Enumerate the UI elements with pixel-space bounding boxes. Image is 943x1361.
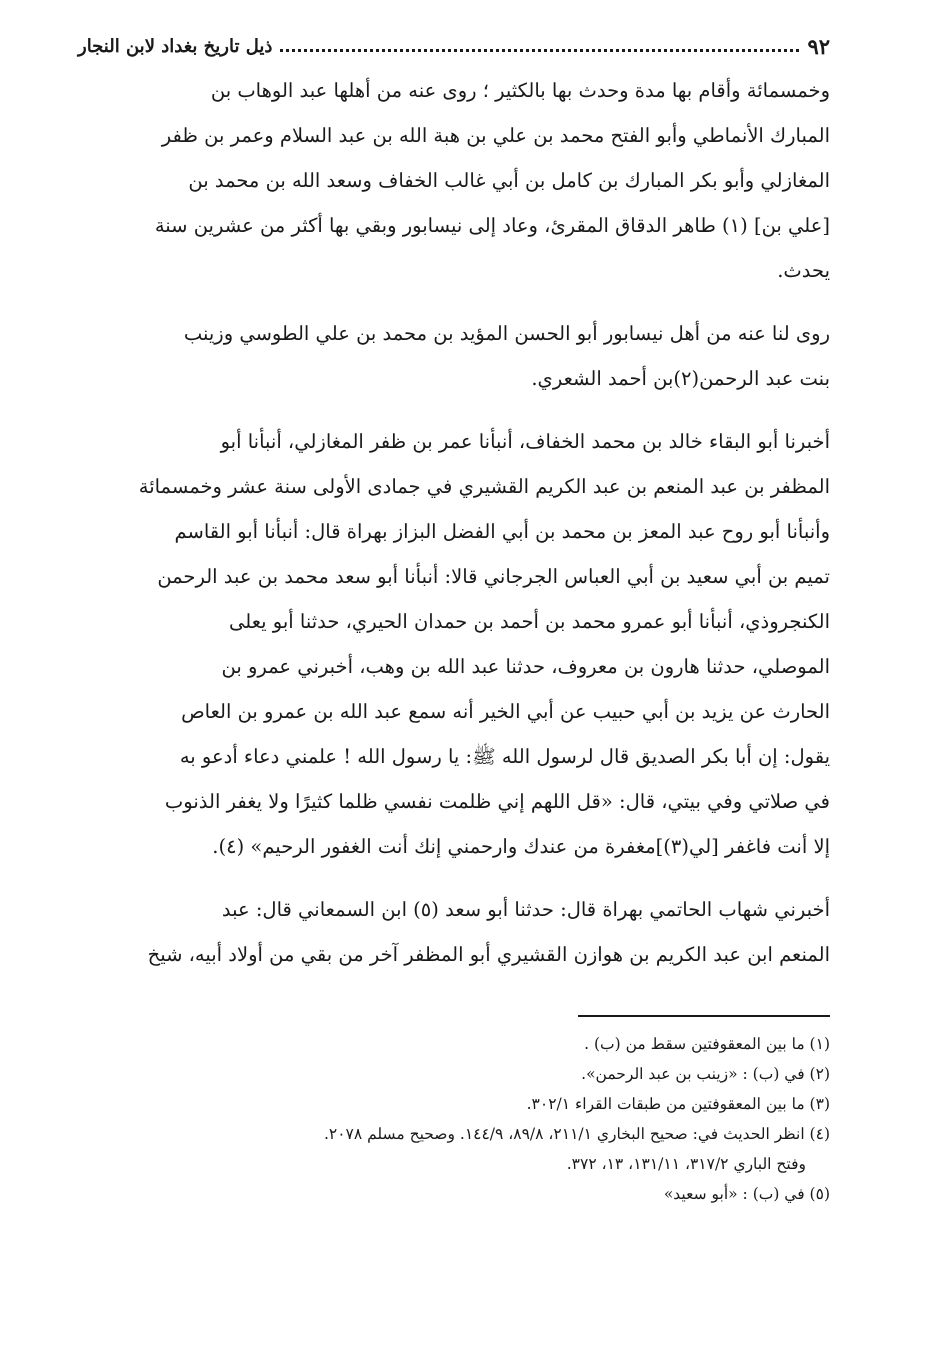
text-line: وأنبأنا أبو روح عبد المعز بن محمد بن أبي الفضل البزاز بهراة قال: أنبأنا أبو القاسم bbox=[174, 520, 830, 543]
footnote-1: (١) ما بين المعقوفتين سقط من (ب) . bbox=[584, 1035, 830, 1053]
text-line: أخبرنا أبو البقاء خالد بن محمد الخفاف، أنبأنا عمر بن ظفر المغازلي، أنبأنا أبو bbox=[220, 430, 830, 453]
text-line: الكنجروذي، أنبأنا أبو عمرو محمد بن أحمد بن حمدان الحيري، حدثنا أبو يعلى bbox=[229, 610, 830, 633]
paragraph-gap bbox=[78, 401, 830, 419]
text-line: الموصلي، حدثنا هارون بن معروف، حدثنا عبد الله بن وهب، أخبرني عمرو بن bbox=[221, 655, 830, 678]
text-line: بنت عبد الرحمن(٢)بن أحمد الشعري. bbox=[531, 367, 830, 390]
paragraph-gap bbox=[78, 293, 830, 311]
paragraph-gap bbox=[78, 869, 830, 887]
text-line: روى لنا عنه من أهل نيسابور أبو الحسن المؤيد بن محمد بن علي الطوسي وزينب bbox=[183, 322, 830, 345]
footnote-separator bbox=[578, 1015, 830, 1017]
footnote-5: (٥) في (ب) : «أبو سعيد» bbox=[663, 1185, 830, 1203]
footnotes bbox=[78, 1029, 830, 1209]
footnote-4-continuation: وفتح الباري ٣١٧/٢، ١٣١/١١، ١٣، ٣٧٢. bbox=[566, 1155, 806, 1173]
running-header bbox=[78, 24, 830, 68]
paragraph-2 bbox=[78, 311, 830, 401]
main-text bbox=[78, 68, 830, 977]
text-line: المغازلي وأبو بكر المبارك بن كامل بن أبي غالب الخفاف وسعد الله بن محمد بن bbox=[188, 169, 830, 192]
text-line: المظفر بن عبد المنعم بن عبد الكريم القشيري في جمادى الأولى سنة عشر وخمسمائة bbox=[138, 475, 830, 498]
text-line: يحدث. bbox=[777, 259, 830, 282]
paragraph-4 bbox=[78, 887, 830, 977]
footnote-4: (٤) انظر الحديث في: صحيح البخاري ٢١١/١، ٨٩/٨، ١٤٤/٩. وصحيح مسلم ٢٠٧٨. bbox=[323, 1125, 830, 1143]
text-line: يقول: إن أبا بكر الصديق قال لرسول الله ﷺ: يا رسول الله ! علمني دعاء أدعو به bbox=[179, 745, 830, 768]
text-line: أخبرني شهاب الحاتمي بهراة قال: حدثنا أبو سعد (٥) ابن السمعاني قال: عبد bbox=[221, 898, 830, 921]
text-line: تميم بن أبي سعيد بن أبي العباس الجرجاني قالا: أنبأنا أبو سعد محمد بن عبد الرحمن bbox=[157, 565, 830, 588]
paragraph-3 bbox=[78, 419, 830, 869]
text-line: وخمسمائة وأقام بها مدة وحدث بها بالكثير ؛ روى عنه من أهلها عبد الوهاب بن bbox=[210, 79, 830, 102]
header-dot-leader bbox=[280, 49, 799, 52]
page-number: ٩٢ bbox=[807, 33, 830, 59]
paragraph-1 bbox=[78, 68, 830, 293]
footnote-2: (٢) في (ب) : «زينب بن عبد الرحمن». bbox=[581, 1065, 830, 1083]
book-page bbox=[78, 24, 830, 1209]
footnote-3: (٣) ما بين المعقوفتين من طبقات القراء ٣٠٢/١. bbox=[526, 1095, 830, 1113]
text-line: إلا أنت فاغفر [لي(٣)]مغفرة من عندك وارحمني إنك أنت الغفور الرحيم» (٤). bbox=[212, 835, 830, 858]
text-line: المنعم ابن عبد الكريم بن هوازن القشيري أبو المظفر آخر من بقي من أولاد أبيه، شيخ bbox=[147, 943, 830, 966]
text-line: في صلاتي وفي بيتي، قال: «قل اللهم إني ظلمت نفسي ظلما كثيرًا ولا يغفر الذنوب bbox=[164, 790, 830, 813]
text-line: الحارث عن يزيد بن أبي حبيب عن أبي الخير أنه سمع عبد الله بن عمرو بن العاص bbox=[181, 700, 830, 723]
text-line: المبارك الأنماطي وأبو الفتح محمد بن علي بن هبة الله بن عبد السلام وعمر بن ظفر bbox=[161, 124, 830, 147]
text-line: [علي بن] (١) طاهر الدقاق المقرئ، وعاد إلى نيسابور وبقي بها أكثر من عشرين سنة bbox=[154, 214, 830, 237]
running-title: ذيل تاريخ بغداد لابن النجار bbox=[78, 35, 273, 57]
